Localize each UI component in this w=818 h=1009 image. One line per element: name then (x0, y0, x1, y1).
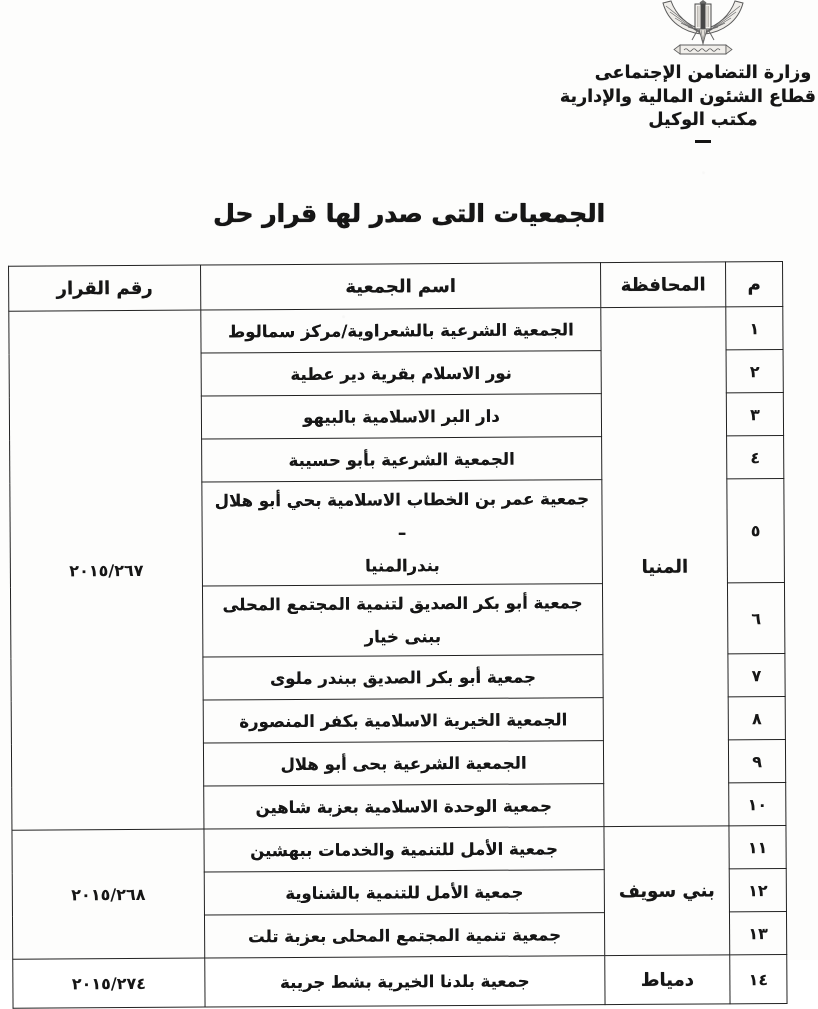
letterhead (559, 0, 816, 143)
sector-name: قطاع الشئون المالية والإدارية (559, 86, 816, 107)
serial-cell: ١١ (729, 825, 786, 868)
serial-cell: ٩ (728, 739, 785, 782)
serial-cell: ١٢ (729, 868, 786, 911)
association-name-cell: الجمعية الشرعية بأبو حسيبة (202, 437, 602, 482)
serial-cell: ١٠ (729, 782, 786, 825)
governorate-cell: المنيا (601, 307, 729, 827)
egypt-coat-of-arms-icon (654, 0, 752, 57)
association-name-cell: جمعية تنمية المجتمع المحلى بعزبة تلت (204, 913, 604, 958)
serial-cell: ٧ (728, 653, 785, 696)
decision-number-cell: ٢٠١٥/٢٧٤ (13, 958, 205, 1008)
serial-cell: ٨ (728, 696, 785, 739)
serial-cell: ١٤ (730, 954, 787, 1003)
serial-cell: ١ (726, 307, 783, 350)
governorate-cell: دمياط (605, 955, 730, 1005)
header-association-name: اسم الجمعية (201, 263, 601, 310)
serial-cell: ٤ (727, 435, 784, 478)
ministry-name: وزارة التضامن الإجتماعى (594, 63, 812, 83)
decision-number-cell: ٢٠١٥/٢٦٧ (9, 310, 204, 830)
table-row (12, 825, 786, 873)
document-title: الجمعيات التى صدر لها قرار حل (212, 199, 606, 228)
serial-cell: ٢ (726, 350, 783, 393)
association-name-cell: الجمعية الخيرية الاسلامية بكفر المنصورة (203, 698, 603, 743)
association-name-cell: جمعية أبو بكر الصديق لتنمية المجتمع المحلى ببنى خيار (202, 584, 602, 657)
governorate-cell: بني سويف (604, 826, 730, 956)
association-name-cell: جمعية الوحدة الاسلامية بعزبة شاهين (204, 784, 604, 829)
association-name-cell: دار البر الاسلامية بالبيهو (201, 394, 601, 439)
table-body (9, 307, 787, 1009)
serial-cell: ٣ (726, 393, 783, 436)
decision-number-cell: ٢٠١٥/٢٦٨ (12, 829, 205, 959)
table-row (13, 954, 787, 1008)
serial-cell: ١٣ (729, 911, 786, 954)
table-container (8, 261, 788, 1009)
association-name-cell: جمعية عمر بن الخطاب الاسلامية بحي أبو هلال – بندرالمنيا (202, 480, 603, 586)
association-name-cell: جمعية الأمل للتنمية والخدمات ببهشين (204, 827, 604, 872)
header-decision-number: رقم القرار (9, 265, 201, 311)
office-name: مكتب الوكيل (648, 110, 758, 130)
association-name-cell: جمعية الأمل للتنمية بالشناوية (204, 870, 604, 915)
serial-cell: ٥ (727, 478, 785, 582)
header-row (9, 262, 783, 312)
header-serial: م (726, 262, 783, 307)
serial-cell: ٦ (727, 582, 784, 653)
association-name-cell: الجمعية الشرعية بحى أبو هلال (203, 741, 603, 786)
association-name-cell: نور الاسلام بقرية دير عطية (201, 351, 601, 396)
association-name-cell: جمعية بلدنا الخيرية بشط جريبة (205, 956, 605, 1007)
association-name-cell: جمعية أبو بكر الصديق ببندر ملوى (203, 655, 603, 700)
dissolved-associations-table (8, 261, 788, 1009)
letterhead-dash (695, 140, 711, 143)
header-governorate: المحافظة (601, 262, 726, 308)
association-name-cell: الجمعية الشرعية بالشعراوية/مركز سمالوط (201, 308, 601, 353)
table-row (9, 307, 783, 355)
